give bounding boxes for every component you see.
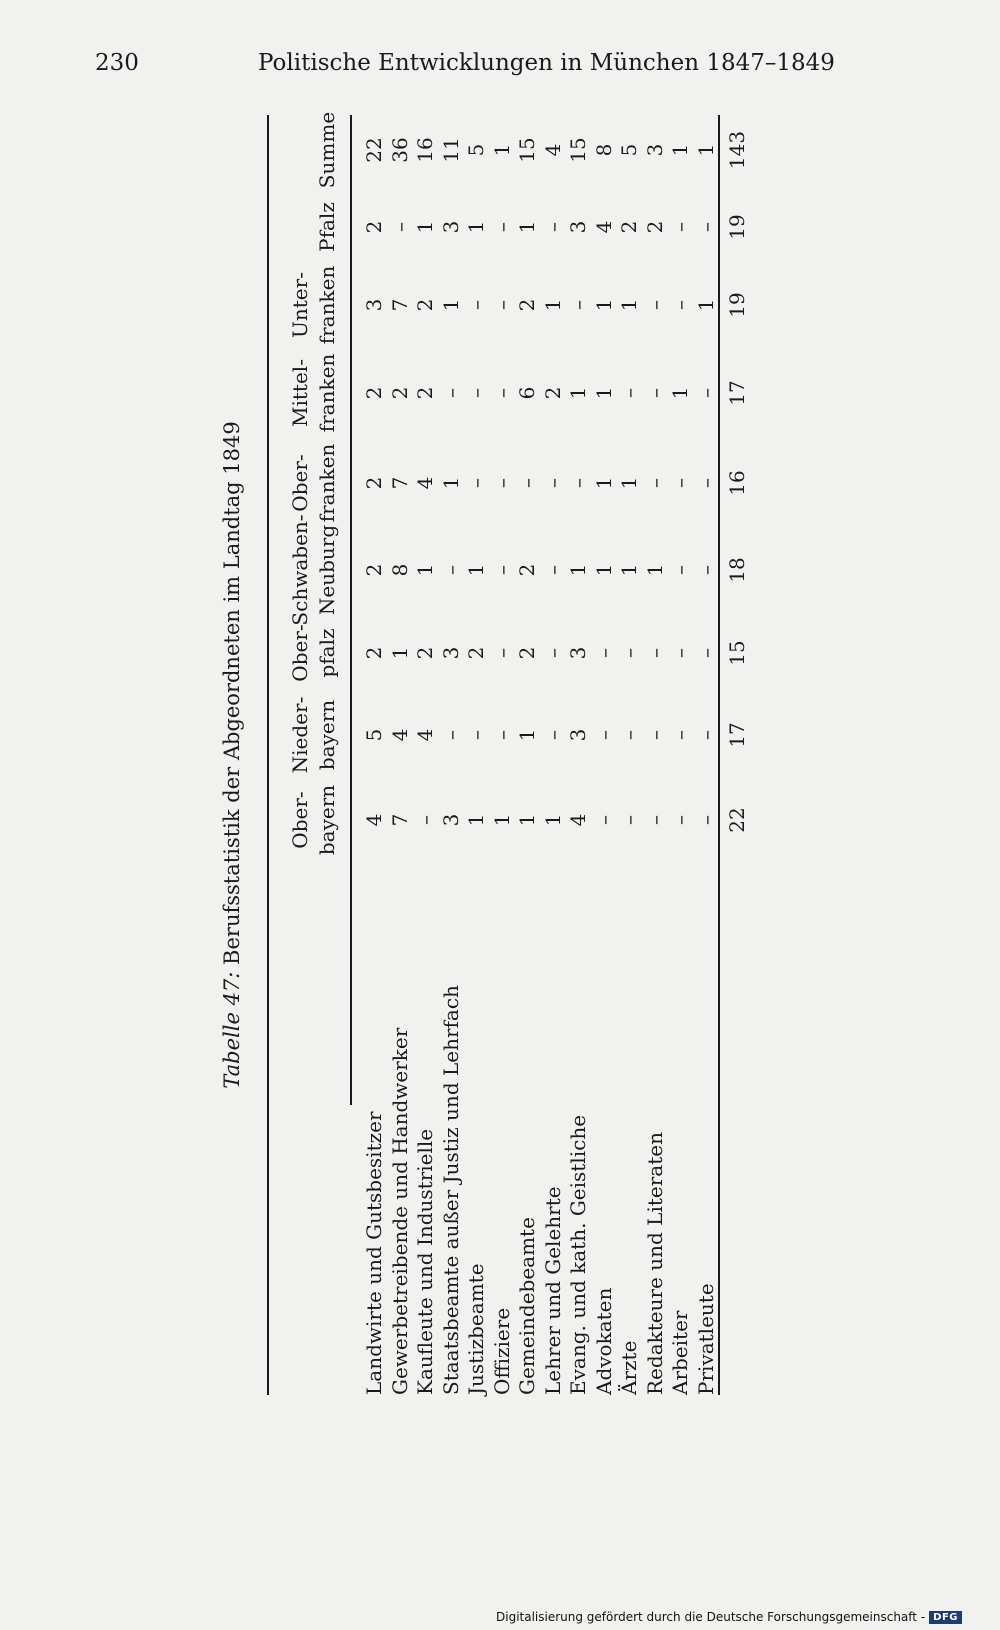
table-cell: 11	[438, 137, 463, 163]
column-header	[275, 348, 345, 438]
table-cell: 8	[591, 143, 616, 157]
table-cell: 1	[617, 298, 641, 312]
table-cell: 2	[464, 646, 488, 660]
column-header-line1: Pfalz	[315, 202, 339, 252]
table-cell: –	[515, 478, 539, 488]
column-header-line2: pfalz	[315, 628, 339, 678]
table-cell: –	[617, 730, 641, 740]
column-header-line2: franken	[315, 443, 339, 523]
row-label: Evang. und kath. Geistliche	[566, 1114, 590, 1395]
column-header-line1: Unter-	[288, 272, 312, 338]
table-cell: 3	[438, 646, 463, 660]
table-cell: –	[693, 222, 718, 232]
table-cell: –	[540, 478, 565, 488]
table-cell: –	[642, 815, 667, 825]
table-cell: 3	[566, 646, 590, 660]
table-cell: 5	[362, 728, 386, 742]
table-cell: 3	[438, 813, 463, 827]
table-cell: 2	[642, 220, 667, 234]
table-cell: –	[464, 478, 488, 488]
table-cell: 6	[515, 386, 539, 400]
table-cell: –	[642, 730, 667, 740]
table-cell: –	[540, 648, 565, 658]
table-cell: 16	[413, 137, 437, 163]
column-header	[275, 775, 345, 865]
table-cell: 1	[489, 813, 514, 827]
row-label: Kaufleute und Industrielle	[413, 1128, 437, 1395]
table-cell: 1	[591, 298, 616, 312]
column-header-line1: Ober-	[288, 624, 312, 682]
row-label: Lehrer und Gelehrte	[540, 1186, 565, 1395]
table-cell: 2	[362, 220, 386, 234]
table-cell: –	[617, 388, 641, 398]
row-label: Advokaten	[591, 1287, 616, 1395]
table-cell: 3	[566, 220, 590, 234]
column-header	[275, 513, 345, 628]
table-cell: –	[668, 730, 692, 740]
table-cell: 1	[617, 563, 641, 577]
table-cell: –	[566, 300, 590, 310]
table-sum-rule	[718, 115, 720, 1395]
table-cell: 1	[540, 298, 565, 312]
table-cell: –	[438, 388, 463, 398]
table-cell: –	[668, 648, 692, 658]
table-cell: 2	[413, 646, 437, 660]
table-cell: 1	[566, 386, 590, 400]
table-cell: 1	[693, 298, 718, 312]
table-cell: –	[668, 815, 692, 825]
rotated-table-container	[220, 111, 800, 1395]
column-header-line2: franken	[315, 353, 339, 433]
table-cell: –	[617, 648, 641, 658]
table-cell: –	[489, 222, 514, 232]
row-label: Offiziere	[489, 1307, 514, 1395]
total-cell: 19	[725, 214, 749, 240]
table-cell: 2	[617, 220, 641, 234]
table-cell: 1	[668, 143, 692, 157]
table-cell: 2	[413, 386, 437, 400]
dfg-logo: DFG	[929, 1611, 962, 1624]
table-cell: 3	[566, 728, 590, 742]
table-cell: 1	[413, 220, 437, 234]
table-cell: 1	[515, 728, 539, 742]
table-cell: 2	[387, 386, 412, 400]
row-label: Landwirte und Gutsbesitzer	[362, 1111, 386, 1395]
table-cell: –	[693, 388, 718, 398]
running-head: Politische Entwicklungen in München 1847–1849	[258, 50, 835, 76]
digitization-footer	[496, 1610, 962, 1624]
table-cell: 2	[362, 386, 386, 400]
table-cell: 1	[464, 563, 488, 577]
table-cell: 2	[362, 563, 386, 577]
table-cell: 3	[438, 220, 463, 234]
table-cell: –	[438, 565, 463, 575]
row-label: Staatsbeamte außer Justiz und Lehrfach	[438, 985, 463, 1395]
table-cell: –	[693, 478, 718, 488]
table-cell: –	[642, 478, 667, 488]
total-cell: 16	[725, 470, 749, 496]
table-cell: 8	[387, 563, 412, 577]
table-cell: –	[591, 815, 616, 825]
table-cell: 1	[693, 143, 718, 157]
table-cell: 1	[566, 563, 590, 577]
table-cell: 3	[362, 298, 386, 312]
column-header-line1: Ober-	[288, 454, 312, 512]
table-cell: 1	[464, 813, 488, 827]
table-cell: –	[668, 565, 692, 575]
total-cell: 15	[725, 640, 749, 666]
table-cell: 2	[362, 476, 386, 490]
table-cell: 1	[591, 386, 616, 400]
table-cell: 1	[413, 563, 437, 577]
row-label: Justizbeamte	[464, 1263, 488, 1395]
table-cell: 2	[515, 646, 539, 660]
row-label: Privatleute	[693, 1283, 718, 1395]
table-cell: 1	[387, 646, 412, 660]
table-cell: 2	[413, 298, 437, 312]
column-header	[275, 105, 345, 195]
table-cell: –	[693, 730, 718, 740]
column-header-line2: Neuburg	[315, 524, 339, 616]
table-cell: 7	[387, 813, 412, 827]
table-cell: 15	[566, 137, 590, 163]
table-cell: –	[464, 730, 488, 740]
footer-text: Digitalisierung gefördert durch die Deutsche Forschungsgemeinschaft -	[496, 1610, 926, 1624]
table-cell: 5	[617, 143, 641, 157]
column-header-line1: Schwaben-	[288, 514, 312, 626]
table-cell: 4	[362, 813, 386, 827]
table-cell: 4	[591, 220, 616, 234]
page-number: 230	[95, 50, 139, 76]
table-cell: –	[464, 388, 488, 398]
table-cell: –	[464, 300, 488, 310]
table-cell: 1	[540, 813, 565, 827]
table-header-rule	[350, 115, 352, 1105]
table-cell: –	[489, 565, 514, 575]
table-cell: –	[566, 478, 590, 488]
total-cell: 18	[725, 557, 749, 583]
column-header-line1: Nieder-	[288, 696, 312, 774]
row-label: Gemeindebeamte	[515, 1217, 539, 1395]
table-cell: –	[413, 815, 437, 825]
table-cell: –	[693, 648, 718, 658]
table-cell: 4	[387, 728, 412, 742]
column-header	[275, 688, 345, 783]
column-header-line2: bayern	[315, 699, 339, 771]
table-cell: 2	[515, 563, 539, 577]
table-cell: 4	[566, 813, 590, 827]
column-header-line1: Mittel-	[288, 359, 312, 427]
table-cell: 1	[438, 476, 463, 490]
row-label: Ärzte	[617, 1340, 641, 1395]
table-cell: 1	[438, 298, 463, 312]
table-cell: 1	[515, 220, 539, 234]
table-cell: –	[693, 815, 718, 825]
table-cell: 4	[413, 728, 437, 742]
table-cell: –	[540, 565, 565, 575]
table-cell: –	[642, 648, 667, 658]
total-cell: 22	[725, 807, 749, 833]
table-cell: –	[540, 730, 565, 740]
table-cell: 1	[642, 563, 667, 577]
table-cell: –	[438, 730, 463, 740]
table-caption-text: Berufsstatistik der Abgeordneten im Landtag 1849	[220, 421, 244, 972]
table-caption-label: Tabelle 47:	[220, 971, 244, 1089]
table-cell: 1	[617, 476, 641, 490]
total-cell: 19	[725, 292, 749, 318]
table-cell: –	[489, 388, 514, 398]
table-cell: –	[642, 388, 667, 398]
table-cell: 1	[591, 563, 616, 577]
statistics-table	[220, 111, 800, 1395]
table-cell: 2	[515, 298, 539, 312]
table-cell: –	[693, 565, 718, 575]
table-top-rule	[267, 115, 269, 1395]
table-cell: –	[642, 300, 667, 310]
table-cell: –	[591, 730, 616, 740]
table-cell: –	[617, 815, 641, 825]
table-cell: 1	[591, 476, 616, 490]
table-cell: 15	[515, 137, 539, 163]
table-cell: –	[668, 478, 692, 488]
total-cell: 17	[725, 722, 749, 748]
table-cell: 4	[540, 143, 565, 157]
table-cell: 4	[413, 476, 437, 490]
row-label: Arbeiter	[668, 1310, 692, 1395]
table-cell: –	[489, 730, 514, 740]
table-cell: –	[387, 222, 412, 232]
row-label: Gewerbetreibende und Handwerker	[387, 1027, 412, 1395]
column-header-line1: Summe	[315, 111, 339, 189]
table-cell: 7	[387, 476, 412, 490]
total-cell: 17	[725, 380, 749, 406]
column-header	[275, 438, 345, 528]
table-cell: –	[489, 648, 514, 658]
table-cell: –	[668, 300, 692, 310]
table-cell: 1	[464, 220, 488, 234]
table-cell: –	[668, 222, 692, 232]
table-cell: 22	[362, 137, 386, 163]
column-header-line2: franken	[315, 265, 339, 345]
column-header	[275, 187, 345, 267]
table-cell: –	[489, 300, 514, 310]
table-cell: 7	[387, 298, 412, 312]
row-label: Redakteure und Literaten	[642, 1132, 667, 1395]
table-cell: –	[540, 222, 565, 232]
column-header	[275, 260, 345, 350]
table-cell: 1	[668, 386, 692, 400]
column-header-line2: bayern	[315, 784, 339, 856]
column-header-line1: Ober-	[288, 791, 312, 849]
table-cell: 36	[387, 137, 412, 163]
table-cell: 1	[489, 143, 514, 157]
table-caption	[220, 115, 244, 1395]
table-cell: 3	[642, 143, 667, 157]
table-cell: 5	[464, 143, 488, 157]
table-cell: 1	[515, 813, 539, 827]
table-cell: –	[489, 478, 514, 488]
table-cell: 2	[540, 386, 565, 400]
total-cell: 143	[725, 130, 749, 170]
table-cell: 2	[362, 646, 386, 660]
table-cell: –	[591, 648, 616, 658]
